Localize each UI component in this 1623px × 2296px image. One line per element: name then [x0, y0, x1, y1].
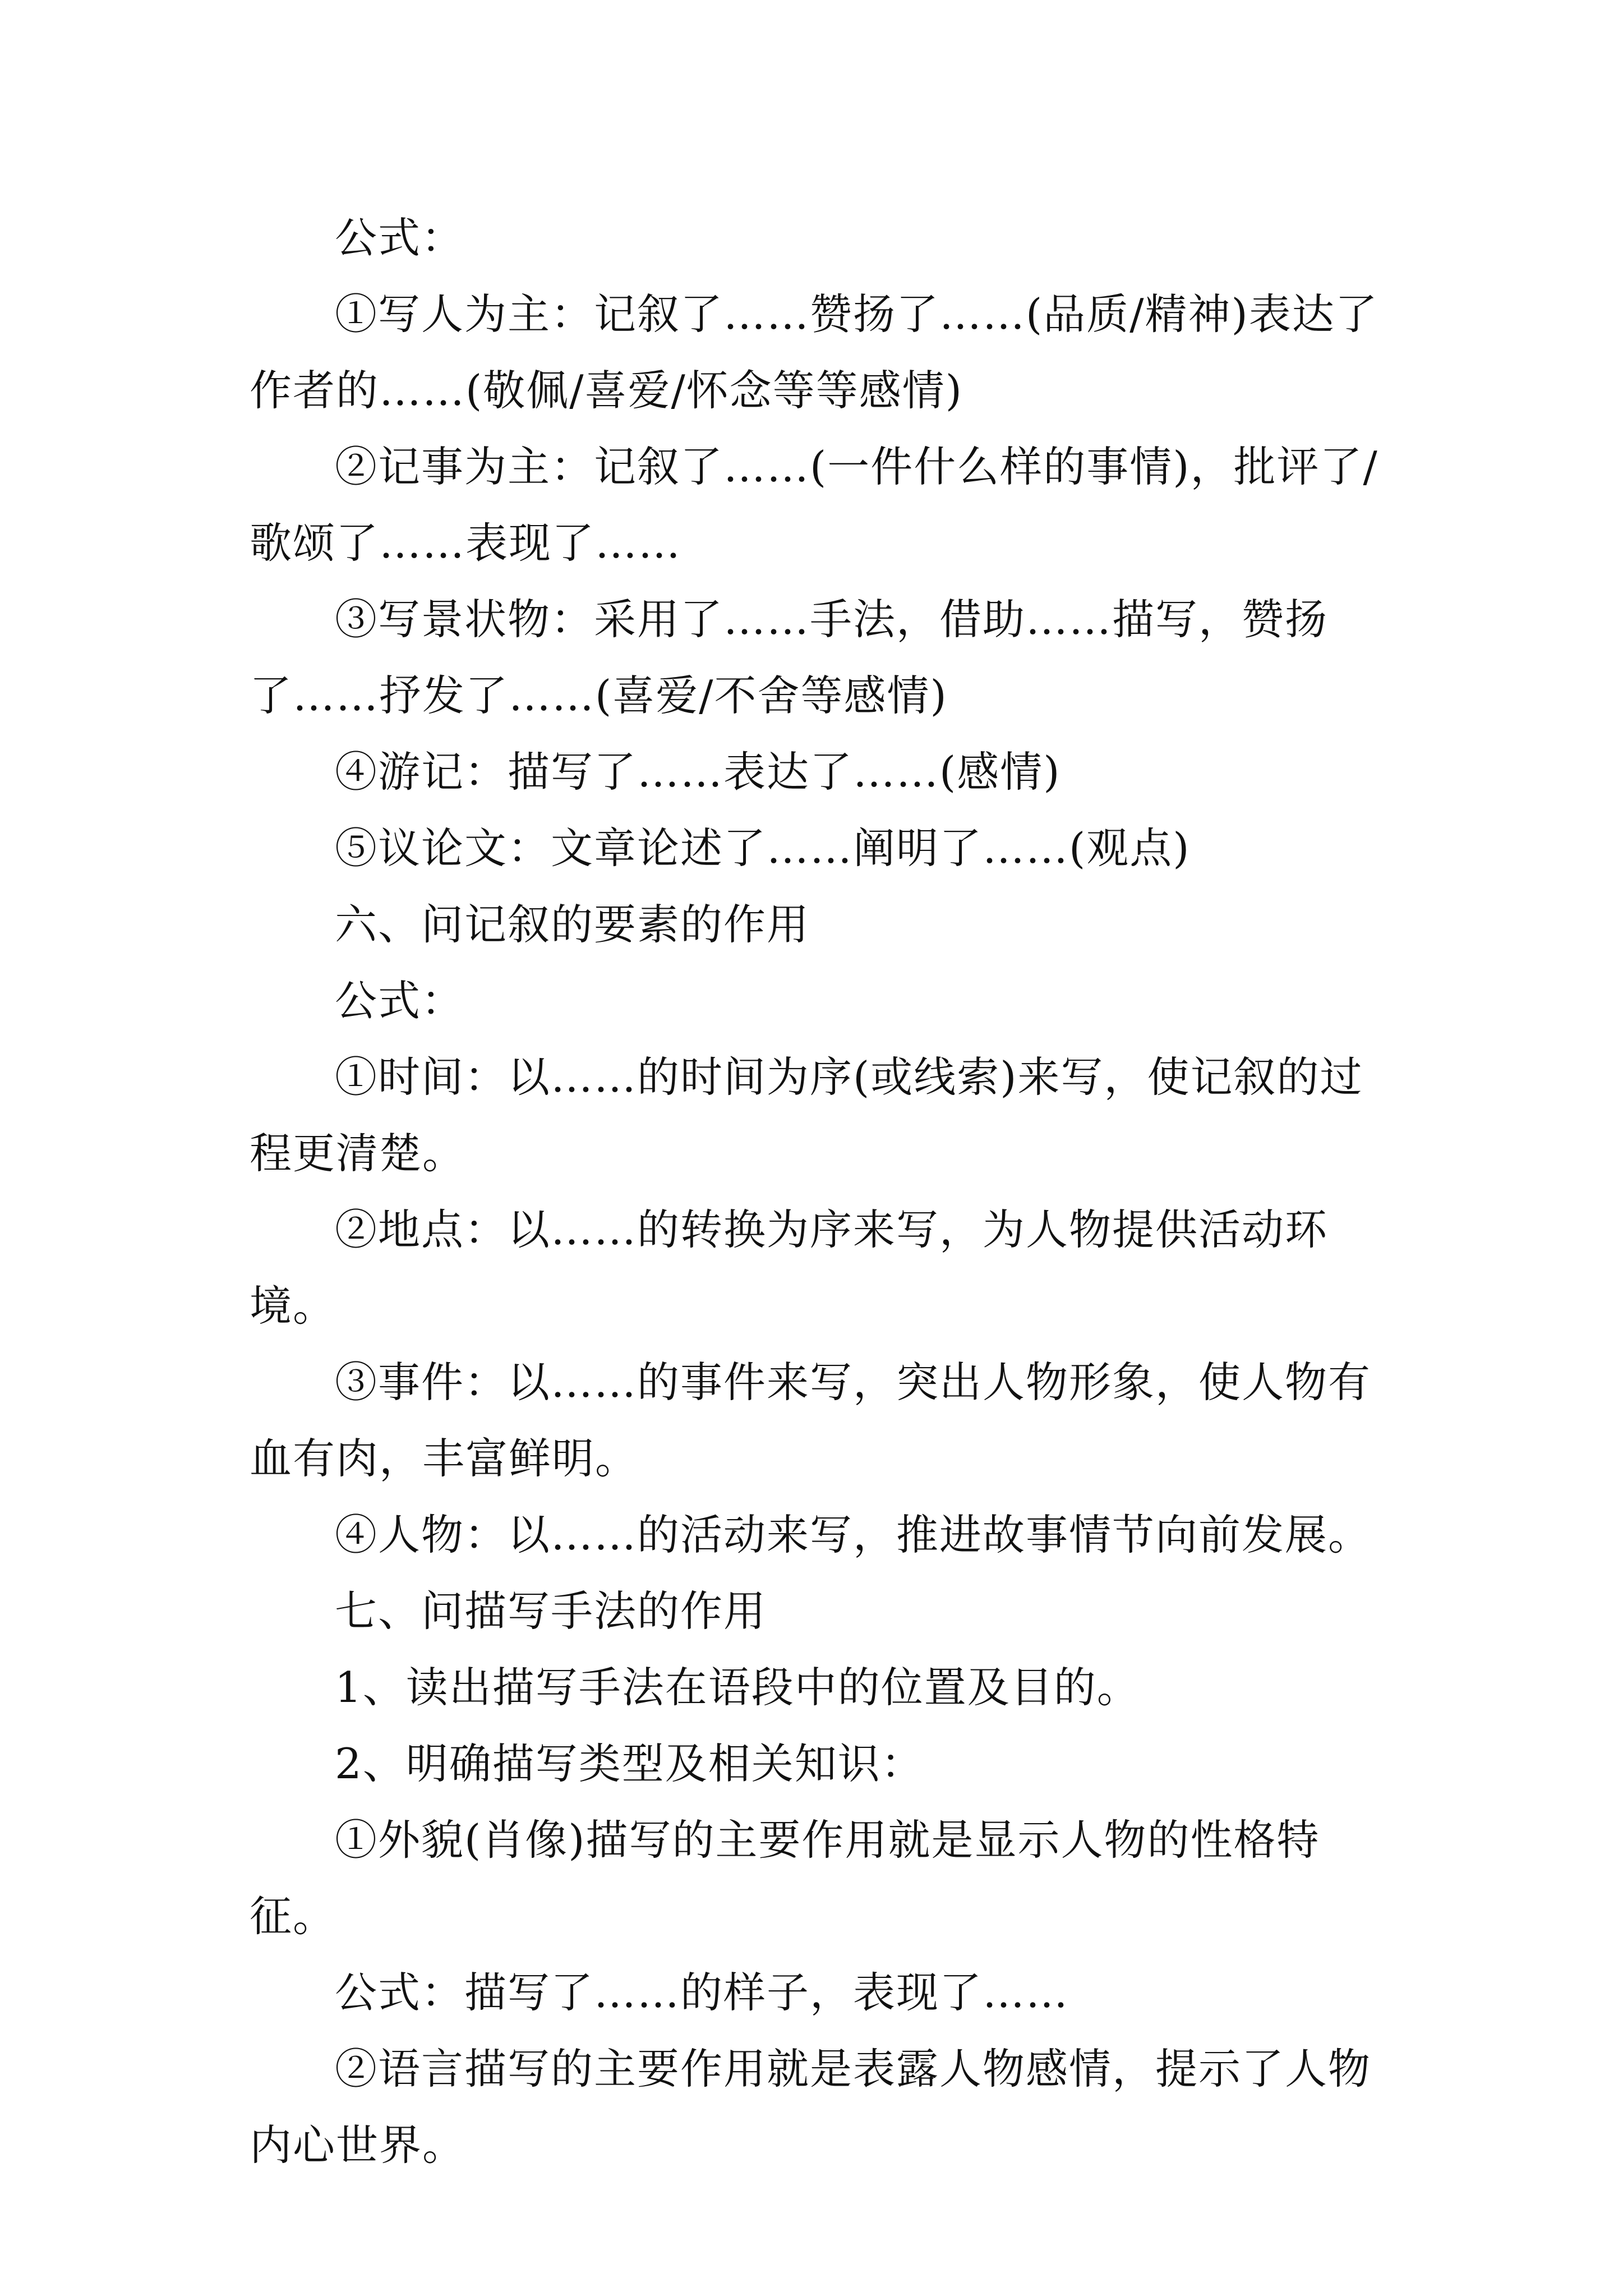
section-heading-seven: 七、问描写手法的作用: [335, 1586, 767, 1636]
document-body: [250, 200, 1394, 2183]
paragraph-appearance: ①外貌(肖像)描写的主要作用就是显示人物的性格特征。: [250, 1815, 1320, 1941]
paragraph-event: ③事件：以……的事件来写，突出人物形象，使人物有血有肉，丰富鲜明。: [250, 1358, 1372, 1483]
section-heading-six: 六、问记叙的要素的作用: [335, 900, 810, 949]
paragraph-language: ②语言描写的主要作用就是表露人物感情，提示了人物内心世界。: [250, 2044, 1372, 2170]
paragraph-narrating-events: ②记事为主：记叙了……(一件什么样的事情)，批评了/歌颂了……表现了……: [250, 442, 1378, 568]
paragraph-formula-label: 公式：: [335, 213, 465, 263]
paragraph-place: ②地点：以……的转换为序来写，为人物提供活动环境。: [250, 1205, 1329, 1331]
paragraph-argumentative: ⑤议论文：文章论述了……阐明了……(观点): [335, 823, 1191, 873]
paragraph-travelogue: ④游记：描写了……表达了……(感情): [335, 747, 1061, 797]
paragraph-writing-people: ①写人为主：记叙了……赞扬了……(品质/精神)表达了作者的……(敬佩/喜爱/怀念等等感情): [250, 289, 1378, 415]
paragraph-formula-label-2: 公式：: [335, 976, 465, 1025]
paragraph-step-one: 1、读出描写手法在语段中的位置及目的。: [335, 1663, 1140, 1712]
paragraph-appearance-formula: 公式：描写了……的样子，表现了……: [335, 1968, 1069, 2017]
paragraph-character: ④人物：以……的活动来写，推进故事情节向前发展。: [335, 1510, 1372, 1559]
paragraph-step-two: 2、明确描写类型及相关知识：: [335, 1739, 924, 1788]
paragraph-scenery-objects: ③写景状物：采用了……手法，借助……描写，赞扬了……抒发了……(喜爱/不舍等感情): [250, 595, 1329, 720]
paragraph-time: ①时间：以……的时间为序(或线索)来写，使记叙的过程更清楚。: [250, 1052, 1363, 1178]
